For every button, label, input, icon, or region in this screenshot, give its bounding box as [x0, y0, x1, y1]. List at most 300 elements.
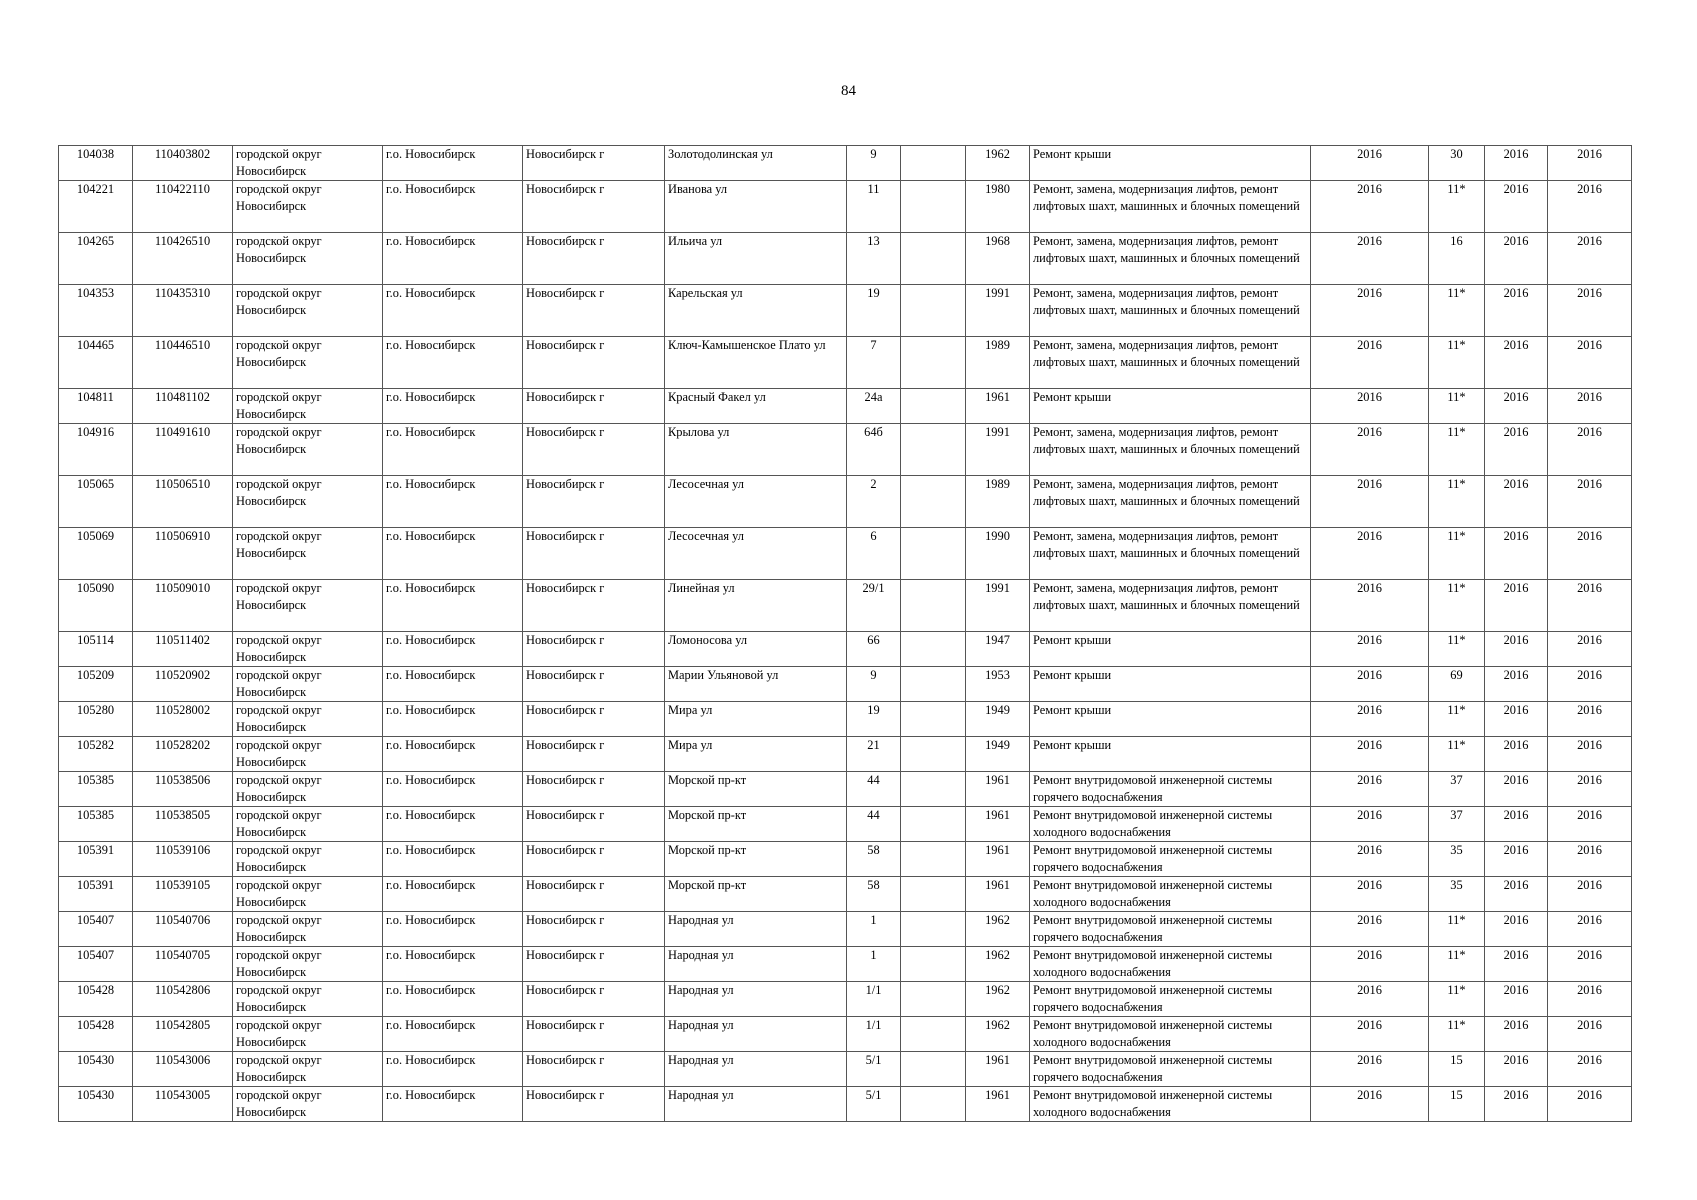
cell-street: Карельская ул	[665, 285, 847, 337]
cell-house-code: 110543006	[133, 1052, 233, 1087]
cell-settlement: Новосибирск г	[523, 476, 665, 528]
cell-settlement: Новосибирск г	[523, 1017, 665, 1052]
cell-street: Народная ул	[665, 1017, 847, 1052]
cell-record-id: 105065	[59, 476, 133, 528]
cell-house-code: 110435310	[133, 285, 233, 337]
cell-settlement: Новосибирск г	[523, 146, 665, 181]
cell-construction-year: 1991	[966, 424, 1030, 476]
cell-municipality: городской округ Новосибирск	[233, 1052, 383, 1087]
cell-record-id: 105407	[59, 912, 133, 947]
cell-priority: 11*	[1429, 1017, 1485, 1052]
cell-street: Народная ул	[665, 947, 847, 982]
cell-record-id: 104265	[59, 233, 133, 285]
cell-priority: 16	[1429, 233, 1485, 285]
cell-building-number	[901, 842, 966, 877]
cell-work-type: Ремонт, замена, модернизация лифтов, ремонт лифтовых шахт, машинных и блочных помещений	[1030, 233, 1311, 285]
table-row	[59, 233, 1632, 285]
cell-construction-year: 1962	[966, 947, 1030, 982]
cell-building-number	[901, 632, 966, 667]
cell-construction-year: 1961	[966, 1052, 1030, 1087]
cell-priority: 35	[1429, 877, 1485, 912]
cell-municipality: городской округ Новосибирск	[233, 842, 383, 877]
cell-work-type: Ремонт крыши	[1030, 389, 1311, 424]
cell-construction-year: 1961	[966, 1087, 1030, 1122]
cell-municipality-short: г.о. Новосибирск	[383, 807, 523, 842]
cell-plan-year: 2016	[1311, 389, 1429, 424]
cell-plan-year: 2016	[1311, 772, 1429, 807]
cell-house-code: 110528202	[133, 737, 233, 772]
cell-house-number: 66	[847, 632, 901, 667]
cell-work-type: Ремонт, замена, модернизация лифтов, ремонт лифтовых шахт, машинных и блочных помещений	[1030, 424, 1311, 476]
cell-end-year: 2016	[1548, 181, 1632, 233]
cell-house-code: 110540705	[133, 947, 233, 982]
cell-construction-year: 1989	[966, 337, 1030, 389]
cell-priority: 11*	[1429, 181, 1485, 233]
cell-house-code: 110539105	[133, 877, 233, 912]
cell-priority: 11*	[1429, 580, 1485, 632]
cell-house-number: 9	[847, 667, 901, 702]
cell-house-number: 6	[847, 528, 901, 580]
table-row	[59, 842, 1632, 877]
cell-construction-year: 1961	[966, 389, 1030, 424]
cell-work-type: Ремонт крыши	[1030, 737, 1311, 772]
cell-end-year: 2016	[1548, 667, 1632, 702]
cell-end-year: 2016	[1548, 146, 1632, 181]
cell-priority: 11*	[1429, 389, 1485, 424]
cell-municipality-short: г.о. Новосибирск	[383, 146, 523, 181]
cell-construction-year: 1980	[966, 181, 1030, 233]
cell-building-number	[901, 807, 966, 842]
cell-house-number: 11	[847, 181, 901, 233]
cell-start-year: 2016	[1485, 389, 1548, 424]
page-number: 84	[841, 83, 856, 99]
cell-municipality: городской округ Новосибирск	[233, 737, 383, 772]
cell-start-year: 2016	[1485, 1017, 1548, 1052]
cell-plan-year: 2016	[1311, 702, 1429, 737]
cell-settlement: Новосибирск г	[523, 912, 665, 947]
table-row	[59, 528, 1632, 580]
cell-end-year: 2016	[1548, 632, 1632, 667]
cell-street: Красный Факел ул	[665, 389, 847, 424]
cell-municipality: городской округ Новосибирск	[233, 233, 383, 285]
cell-work-type: Ремонт внутридомовой инженерной системы холодного водоснабжения	[1030, 947, 1311, 982]
cell-record-id: 105280	[59, 702, 133, 737]
cell-municipality-short: г.о. Новосибирск	[383, 476, 523, 528]
cell-house-code: 110539106	[133, 842, 233, 877]
cell-construction-year: 1968	[966, 233, 1030, 285]
cell-start-year: 2016	[1485, 912, 1548, 947]
cell-building-number	[901, 424, 966, 476]
cell-plan-year: 2016	[1311, 877, 1429, 912]
cell-start-year: 2016	[1485, 146, 1548, 181]
cell-settlement: Новосибирск г	[523, 424, 665, 476]
cell-municipality: городской округ Новосибирск	[233, 146, 383, 181]
cell-street: Морской пр-кт	[665, 807, 847, 842]
cell-record-id: 105090	[59, 580, 133, 632]
table-row	[59, 424, 1632, 476]
cell-municipality: городской округ Новосибирск	[233, 1017, 383, 1052]
cell-street: Крылова ул	[665, 424, 847, 476]
cell-work-type: Ремонт, замена, модернизация лифтов, ремонт лифтовых шахт, машинных и блочных помещений	[1030, 285, 1311, 337]
cell-house-number: 1	[847, 912, 901, 947]
cell-municipality: городской округ Новосибирск	[233, 772, 383, 807]
cell-start-year: 2016	[1485, 982, 1548, 1017]
cell-house-code: 110422110	[133, 181, 233, 233]
cell-construction-year: 1991	[966, 580, 1030, 632]
cell-house-code: 110509010	[133, 580, 233, 632]
cell-building-number	[901, 476, 966, 528]
table-row	[59, 146, 1632, 181]
cell-work-type: Ремонт крыши	[1030, 146, 1311, 181]
cell-work-type: Ремонт крыши	[1030, 667, 1311, 702]
cell-work-type: Ремонт внутридомовой инженерной системы холодного водоснабжения	[1030, 1017, 1311, 1052]
cell-municipality: городской округ Новосибирск	[233, 982, 383, 1017]
cell-municipality-short: г.о. Новосибирск	[383, 424, 523, 476]
cell-priority: 35	[1429, 842, 1485, 877]
cell-start-year: 2016	[1485, 877, 1548, 912]
cell-settlement: Новосибирск г	[523, 337, 665, 389]
cell-start-year: 2016	[1485, 807, 1548, 842]
cell-building-number	[901, 580, 966, 632]
table-row	[59, 476, 1632, 528]
table-row	[59, 667, 1632, 702]
cell-house-code: 110506510	[133, 476, 233, 528]
cell-house-number: 1/1	[847, 1017, 901, 1052]
cell-priority: 37	[1429, 772, 1485, 807]
cell-settlement: Новосибирск г	[523, 528, 665, 580]
cell-plan-year: 2016	[1311, 842, 1429, 877]
cell-record-id: 105209	[59, 667, 133, 702]
cell-municipality: городской округ Новосибирск	[233, 580, 383, 632]
cell-priority: 11*	[1429, 632, 1485, 667]
cell-house-number: 5/1	[847, 1087, 901, 1122]
cell-end-year: 2016	[1548, 528, 1632, 580]
cell-priority: 15	[1429, 1052, 1485, 1087]
cell-settlement: Новосибирск г	[523, 632, 665, 667]
cell-work-type: Ремонт, замена, модернизация лифтов, ремонт лифтовых шахт, машинных и блочных помещений	[1030, 476, 1311, 528]
cell-municipality: городской округ Новосибирск	[233, 947, 383, 982]
cell-municipality: городской округ Новосибирск	[233, 667, 383, 702]
cell-settlement: Новосибирск г	[523, 702, 665, 737]
cell-house-code: 110540706	[133, 912, 233, 947]
cell-work-type: Ремонт внутридомовой инженерной системы горячего водоснабжения	[1030, 912, 1311, 947]
cell-priority: 15	[1429, 1087, 1485, 1122]
table-row	[59, 772, 1632, 807]
cell-end-year: 2016	[1548, 877, 1632, 912]
cell-house-code: 110528002	[133, 702, 233, 737]
cell-house-number: 44	[847, 772, 901, 807]
cell-end-year: 2016	[1548, 285, 1632, 337]
cell-priority: 11*	[1429, 424, 1485, 476]
cell-house-code: 110403802	[133, 146, 233, 181]
cell-municipality-short: г.о. Новосибирск	[383, 667, 523, 702]
cell-settlement: Новосибирск г	[523, 772, 665, 807]
cell-plan-year: 2016	[1311, 632, 1429, 667]
cell-house-number: 7	[847, 337, 901, 389]
cell-construction-year: 1949	[966, 702, 1030, 737]
cell-settlement: Новосибирск г	[523, 181, 665, 233]
cell-settlement: Новосибирск г	[523, 233, 665, 285]
cell-end-year: 2016	[1548, 1052, 1632, 1087]
cell-construction-year: 1949	[966, 737, 1030, 772]
cell-end-year: 2016	[1548, 580, 1632, 632]
cell-municipality-short: г.о. Новосибирск	[383, 632, 523, 667]
cell-building-number	[901, 389, 966, 424]
cell-end-year: 2016	[1548, 476, 1632, 528]
cell-record-id: 105385	[59, 772, 133, 807]
cell-street: Мира ул	[665, 702, 847, 737]
cell-municipality-short: г.о. Новосибирск	[383, 877, 523, 912]
cell-street: Лесосечная ул	[665, 476, 847, 528]
cell-start-year: 2016	[1485, 424, 1548, 476]
table-row	[59, 1017, 1632, 1052]
cell-street: Народная ул	[665, 1052, 847, 1087]
cell-house-code: 110520902	[133, 667, 233, 702]
cell-start-year: 2016	[1485, 842, 1548, 877]
cell-street: Золотодолинская ул	[665, 146, 847, 181]
cell-work-type: Ремонт внутридомовой инженерной системы холодного водоснабжения	[1030, 877, 1311, 912]
table-row	[59, 632, 1632, 667]
cell-end-year: 2016	[1548, 233, 1632, 285]
cell-construction-year: 1961	[966, 877, 1030, 912]
table-row	[59, 1087, 1632, 1122]
cell-work-type: Ремонт, замена, модернизация лифтов, ремонт лифтовых шахт, машинных и блочных помещений	[1030, 181, 1311, 233]
cell-priority: 11*	[1429, 737, 1485, 772]
cell-record-id: 105430	[59, 1052, 133, 1087]
cell-municipality: городской округ Новосибирск	[233, 807, 383, 842]
cell-record-id: 104465	[59, 337, 133, 389]
cell-priority: 11*	[1429, 702, 1485, 737]
cell-street: Народная ул	[665, 982, 847, 1017]
cell-house-code: 110538506	[133, 772, 233, 807]
cell-building-number	[901, 528, 966, 580]
cell-record-id: 105428	[59, 1017, 133, 1052]
cell-priority: 11*	[1429, 982, 1485, 1017]
cell-municipality-short: г.о. Новосибирск	[383, 842, 523, 877]
cell-house-code: 110542805	[133, 1017, 233, 1052]
cell-municipality: городской округ Новосибирск	[233, 181, 383, 233]
cell-house-code: 110543005	[133, 1087, 233, 1122]
cell-plan-year: 2016	[1311, 580, 1429, 632]
cell-record-id: 105391	[59, 842, 133, 877]
cell-settlement: Новосибирск г	[523, 1052, 665, 1087]
cell-building-number	[901, 947, 966, 982]
cell-start-year: 2016	[1485, 632, 1548, 667]
cell-municipality-short: г.о. Новосибирск	[383, 285, 523, 337]
cell-building-number	[901, 737, 966, 772]
cell-start-year: 2016	[1485, 667, 1548, 702]
cell-work-type: Ремонт внутридомовой инженерной системы горячего водоснабжения	[1030, 842, 1311, 877]
cell-house-code: 110481102	[133, 389, 233, 424]
cell-start-year: 2016	[1485, 476, 1548, 528]
cell-record-id: 105428	[59, 982, 133, 1017]
cell-plan-year: 2016	[1311, 233, 1429, 285]
cell-settlement: Новосибирск г	[523, 807, 665, 842]
cell-record-id: 104811	[59, 389, 133, 424]
cell-end-year: 2016	[1548, 912, 1632, 947]
cell-end-year: 2016	[1548, 737, 1632, 772]
cell-end-year: 2016	[1548, 1017, 1632, 1052]
cell-municipality-short: г.о. Новосибирск	[383, 528, 523, 580]
cell-plan-year: 2016	[1311, 146, 1429, 181]
cell-municipality-short: г.о. Новосибирск	[383, 912, 523, 947]
cell-street: Морской пр-кт	[665, 842, 847, 877]
cell-house-number: 64б	[847, 424, 901, 476]
cell-start-year: 2016	[1485, 947, 1548, 982]
cell-record-id: 105391	[59, 877, 133, 912]
cell-plan-year: 2016	[1311, 1087, 1429, 1122]
cell-end-year: 2016	[1548, 807, 1632, 842]
cell-record-id: 105430	[59, 1087, 133, 1122]
cell-end-year: 2016	[1548, 389, 1632, 424]
cell-municipality: городской округ Новосибирск	[233, 877, 383, 912]
cell-building-number	[901, 1052, 966, 1087]
cell-construction-year: 1961	[966, 807, 1030, 842]
cell-end-year: 2016	[1548, 947, 1632, 982]
cell-municipality-short: г.о. Новосибирск	[383, 1087, 523, 1122]
cell-municipality: городской округ Новосибирск	[233, 528, 383, 580]
cell-building-number	[901, 285, 966, 337]
cell-construction-year: 1989	[966, 476, 1030, 528]
cell-building-number	[901, 877, 966, 912]
cell-work-type: Ремонт внутридомовой инженерной системы горячего водоснабжения	[1030, 772, 1311, 807]
cell-record-id: 104038	[59, 146, 133, 181]
cell-street: Линейная ул	[665, 580, 847, 632]
cell-plan-year: 2016	[1311, 337, 1429, 389]
cell-house-code: 110542806	[133, 982, 233, 1017]
cell-municipality: городской округ Новосибирск	[233, 389, 383, 424]
cell-record-id: 105069	[59, 528, 133, 580]
cell-house-number: 5/1	[847, 1052, 901, 1087]
cell-house-number: 21	[847, 737, 901, 772]
cell-construction-year: 1962	[966, 982, 1030, 1017]
cell-house-number: 13	[847, 233, 901, 285]
cell-house-number: 44	[847, 807, 901, 842]
table-row	[59, 982, 1632, 1017]
cell-start-year: 2016	[1485, 737, 1548, 772]
cell-house-number: 19	[847, 285, 901, 337]
cell-municipality-short: г.о. Новосибирск	[383, 737, 523, 772]
cell-street: Марии Ульяновой ул	[665, 667, 847, 702]
cell-plan-year: 2016	[1311, 476, 1429, 528]
cell-settlement: Новосибирск г	[523, 667, 665, 702]
cell-street: Ильича ул	[665, 233, 847, 285]
cell-settlement: Новосибирск г	[523, 842, 665, 877]
cell-priority: 11*	[1429, 528, 1485, 580]
cell-municipality-short: г.о. Новосибирск	[383, 580, 523, 632]
cell-municipality: городской округ Новосибирск	[233, 702, 383, 737]
cell-end-year: 2016	[1548, 702, 1632, 737]
cell-record-id: 105114	[59, 632, 133, 667]
cell-house-code: 110538505	[133, 807, 233, 842]
cell-record-id: 105385	[59, 807, 133, 842]
cell-house-code: 110491610	[133, 424, 233, 476]
table-row	[59, 947, 1632, 982]
cell-municipality-short: г.о. Новосибирск	[383, 1017, 523, 1052]
table-row	[59, 389, 1632, 424]
cell-street: Ломоносова ул	[665, 632, 847, 667]
cell-settlement: Новосибирск г	[523, 580, 665, 632]
cell-house-code: 110426510	[133, 233, 233, 285]
cell-settlement: Новосибирск г	[523, 1087, 665, 1122]
cell-start-year: 2016	[1485, 1087, 1548, 1122]
cell-construction-year: 1990	[966, 528, 1030, 580]
cell-construction-year: 1953	[966, 667, 1030, 702]
cell-house-number: 24а	[847, 389, 901, 424]
repair-register-table	[58, 145, 1632, 1122]
cell-settlement: Новосибирск г	[523, 877, 665, 912]
cell-priority: 11*	[1429, 337, 1485, 389]
cell-start-year: 2016	[1485, 772, 1548, 807]
cell-work-type: Ремонт внутридомовой инженерной системы горячего водоснабжения	[1030, 982, 1311, 1017]
cell-house-code: 110511402	[133, 632, 233, 667]
cell-street: Морской пр-кт	[665, 772, 847, 807]
cell-settlement: Новосибирск г	[523, 737, 665, 772]
cell-end-year: 2016	[1548, 772, 1632, 807]
cell-end-year: 2016	[1548, 982, 1632, 1017]
cell-start-year: 2016	[1485, 233, 1548, 285]
cell-settlement: Новосибирск г	[523, 947, 665, 982]
cell-plan-year: 2016	[1311, 1017, 1429, 1052]
cell-building-number	[901, 1087, 966, 1122]
table-row	[59, 877, 1632, 912]
cell-settlement: Новосибирск г	[523, 982, 665, 1017]
cell-work-type: Ремонт крыши	[1030, 632, 1311, 667]
cell-house-code: 110506910	[133, 528, 233, 580]
cell-municipality-short: г.о. Новосибирск	[383, 389, 523, 424]
cell-plan-year: 2016	[1311, 667, 1429, 702]
cell-street: Иванова ул	[665, 181, 847, 233]
cell-plan-year: 2016	[1311, 982, 1429, 1017]
table-row	[59, 807, 1632, 842]
cell-priority: 69	[1429, 667, 1485, 702]
cell-start-year: 2016	[1485, 1052, 1548, 1087]
cell-municipality-short: г.о. Новосибирск	[383, 702, 523, 737]
cell-work-type: Ремонт, замена, модернизация лифтов, ремонт лифтовых шахт, машинных и блочных помещений	[1030, 580, 1311, 632]
cell-street: Мира ул	[665, 737, 847, 772]
cell-work-type: Ремонт, замена, модернизация лифтов, ремонт лифтовых шахт, машинных и блочных помещений	[1030, 528, 1311, 580]
cell-municipality: городской округ Новосибирск	[233, 424, 383, 476]
cell-street: Ключ-Камышенское Плато ул	[665, 337, 847, 389]
cell-municipality: городской округ Новосибирск	[233, 476, 383, 528]
cell-end-year: 2016	[1548, 842, 1632, 877]
table-row	[59, 337, 1632, 389]
cell-municipality: городской округ Новосибирск	[233, 285, 383, 337]
cell-priority: 11*	[1429, 476, 1485, 528]
cell-start-year: 2016	[1485, 528, 1548, 580]
cell-start-year: 2016	[1485, 702, 1548, 737]
cell-street: Народная ул	[665, 1087, 847, 1122]
cell-work-type: Ремонт внутридомовой инженерной системы горячего водоснабжения	[1030, 1052, 1311, 1087]
cell-construction-year: 1961	[966, 842, 1030, 877]
cell-construction-year: 1961	[966, 772, 1030, 807]
cell-priority: 11*	[1429, 285, 1485, 337]
cell-priority: 37	[1429, 807, 1485, 842]
cell-plan-year: 2016	[1311, 1052, 1429, 1087]
cell-work-type: Ремонт крыши	[1030, 702, 1311, 737]
cell-municipality: городской округ Новосибирск	[233, 337, 383, 389]
cell-municipality-short: г.о. Новосибирск	[383, 947, 523, 982]
cell-street: Морской пр-кт	[665, 877, 847, 912]
cell-house-number: 1	[847, 947, 901, 982]
cell-municipality-short: г.о. Новосибирск	[383, 233, 523, 285]
cell-building-number	[901, 772, 966, 807]
cell-end-year: 2016	[1548, 424, 1632, 476]
cell-priority: 11*	[1429, 912, 1485, 947]
table-row	[59, 580, 1632, 632]
cell-building-number	[901, 912, 966, 947]
cell-street: Лесосечная ул	[665, 528, 847, 580]
